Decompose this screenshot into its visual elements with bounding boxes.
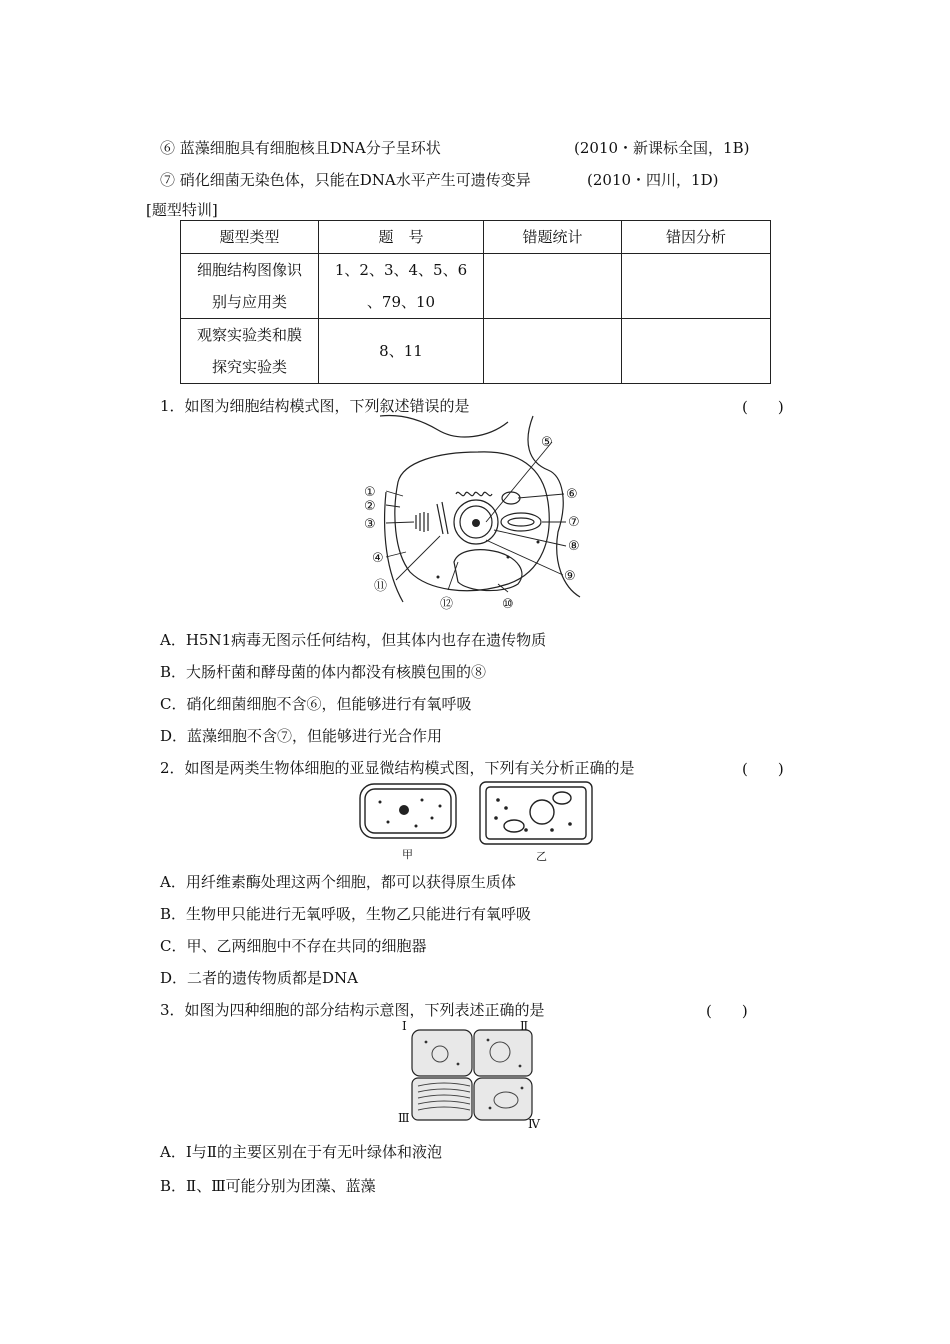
table-header-cell: 错题统计 (484, 221, 622, 254)
question-2-answer-blank[interactable]: ( ) (742, 760, 784, 778)
golgi-apparatus (416, 512, 428, 532)
four-cell-figure (396, 1018, 546, 1130)
figure-label: ⑧ (568, 539, 580, 554)
cell-quadrant-4 (474, 1078, 532, 1120)
table-cell-errors[interactable] (484, 254, 622, 319)
question-2-option-d[interactable]: D．二者的遗传物质都是DNA (160, 969, 359, 987)
table-row (181, 319, 771, 384)
statement-7-source: (2010・四川，1D) (587, 171, 719, 189)
question-3-answer-blank[interactable]: ( ) (706, 1002, 748, 1020)
figure-label-ii: Ⅱ (520, 1019, 529, 1033)
figure-label: ⑨ (564, 569, 576, 584)
question-3-stem: 3．如图为四种细胞的部分结构示意图，下列表述正确的是 (160, 1001, 545, 1019)
figure-label: ⑦ (568, 515, 580, 530)
cell-yi-nucleus (530, 800, 554, 824)
question-3-option-b[interactable]: B．Ⅱ、Ⅲ可能分别为团藻、蓝藻 (160, 1177, 376, 1195)
figure-label: ⑪ (374, 579, 388, 594)
figure-label: ⑩ (502, 597, 514, 612)
table-header-cell: 题 号 (319, 221, 484, 254)
cell-structure-figure (358, 412, 598, 618)
cell-yi-wall (480, 782, 592, 844)
figure-label-yi: 乙 (536, 850, 547, 862)
endoplasmic-reticulum (456, 492, 492, 495)
question-2-stem: 2．如图是两类生物体细胞的亚显微结构模式图，下列有关分析正确的是 (160, 759, 635, 777)
figure-label: ⑤ (541, 435, 553, 450)
table-cell-analysis[interactable] (622, 254, 771, 319)
cell-jia-nucleoid (399, 805, 409, 815)
question-1-option-a[interactable]: A．H5N1病毒无图示任何结构，但其体内也存在遗传物质 (160, 631, 547, 649)
table-cell-analysis[interactable] (622, 319, 771, 384)
table-cell-type: 观察实验类和膜 探究实验类 (181, 319, 319, 384)
question-3-option-a[interactable]: A．Ⅰ与Ⅱ的主要区别在于有无叶绿体和液泡 (160, 1143, 442, 1161)
mitochondrion (502, 492, 520, 504)
chloroplast (501, 513, 541, 531)
figure-label: ④ (372, 551, 384, 566)
figure-label-iv: Ⅳ (528, 1117, 540, 1130)
cell-quadrant-1 (412, 1030, 472, 1076)
question-1-option-c[interactable]: C．硝化细菌细胞不含⑥，但能够进行有氧呼吸 (160, 695, 472, 713)
question-2-option-c[interactable]: C．甲、乙两细胞中不存在共同的细胞器 (160, 937, 427, 955)
figure-label: ③ (364, 517, 376, 532)
question-1-option-d[interactable]: D．蓝藻细胞不含⑦，但能够进行光合作用 (160, 727, 443, 745)
question-1-option-b[interactable]: B．大肠杆菌和酵母菌的体内都没有核膜包围的⑧ (160, 663, 487, 681)
figure-label: ① (364, 485, 376, 500)
cell-wall (385, 492, 403, 602)
statement-6-source: (2010・新课标全国，1B) (574, 139, 750, 157)
question-1-stem: 1．如图为细胞结构模式图，下列叙述错误的是 (160, 397, 470, 415)
question-type-table (180, 220, 771, 384)
cell-quadrant-2 (474, 1030, 532, 1076)
table-cell-number: 8、11 (319, 319, 484, 384)
figure-label-jia: 甲 (402, 848, 413, 861)
table-cell-number: 1、2、3、4、5、6 、79、10 (319, 254, 484, 319)
statement-6: ⑥ 蓝藻细胞具有细胞核且DNA分子呈环状 (160, 139, 441, 157)
table-header-cell: 题型类型 (181, 221, 319, 254)
nucleolus (472, 519, 480, 527)
table-row (181, 254, 771, 319)
question-2-option-a[interactable]: A．用纤维素酶处理这两个细胞，都可以获得原生质体 (160, 873, 516, 891)
figure-label-iii: Ⅲ (398, 1111, 410, 1125)
table-header-row (181, 221, 771, 254)
table-cell-errors[interactable] (484, 319, 622, 384)
figure-label: ⑥ (566, 487, 578, 502)
figure-label: ② (364, 499, 376, 514)
two-cell-figure (356, 778, 596, 862)
statement-7: ⑦ 硝化细菌无染色体，只能在DNA水平产生可遗传变异 (160, 171, 531, 189)
figure-label-i: Ⅰ (402, 1019, 407, 1033)
adjacent-cell-wall (380, 416, 508, 437)
question-2-option-b[interactable]: B．生物甲只能进行无氧呼吸，生物乙只能进行有氧呼吸 (160, 905, 532, 923)
section-title: [题型特训] (146, 201, 218, 219)
question-1-answer-blank[interactable]: ( ) (742, 398, 784, 416)
table-cell-type: 细胞结构图像识 别与应用类 (181, 254, 319, 319)
table-header-cell: 错因分析 (622, 221, 771, 254)
figure-label: ⑫ (440, 597, 454, 612)
vacuole (454, 550, 522, 591)
cell-membrane (395, 452, 549, 591)
